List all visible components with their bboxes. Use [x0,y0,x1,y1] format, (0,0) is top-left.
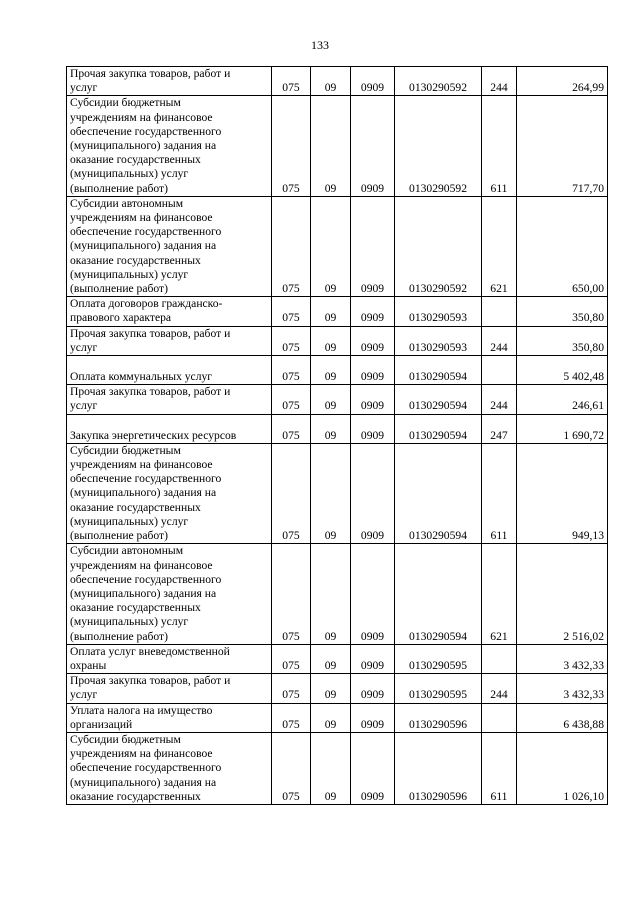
row-target-article-cell: 0130290594 [395,544,482,644]
row-name-cell: Субсидии бюджетным учреждениям на финансовое обеспечение государственного (муниципального) задания на оказание государственных (муниципальных) услуг (выполнение работ) [67,96,272,196]
row-section-cell: 09 [311,67,351,96]
row-sum-cell: 2 516,02 [517,544,608,644]
row-sum-cell: 6 438,88 [517,703,608,732]
row-grbs-cell: 075 [272,443,311,543]
table-row [67,703,608,732]
row-expense-type-cell: 247 [482,414,517,443]
row-sum-cell: 949,13 [517,443,608,543]
row-expense-type-cell: 611 [482,443,517,543]
row-name-cell: Оплата договоров гражданско- правового характера [67,297,272,326]
row-subsection-cell: 0909 [351,732,395,804]
row-grbs-cell: 075 [272,385,311,414]
row-section-cell: 09 [311,544,351,644]
row-expense-type-cell: 611 [482,732,517,804]
row-grbs-cell: 075 [272,732,311,804]
row-target-article-cell: 0130290595 [395,674,482,703]
row-expense-type-cell [482,356,517,385]
table-row [67,732,608,804]
row-name-cell: Закупка энергетических ресурсов [67,414,272,443]
row-section-cell: 09 [311,356,351,385]
table-row [67,297,608,326]
budget-table [66,66,608,805]
row-name-cell: Прочая закупка товаров, работ и услуг [67,67,272,96]
row-subsection-cell: 0909 [351,414,395,443]
row-subsection-cell: 0909 [351,385,395,414]
table-row [67,544,608,644]
row-name-cell: Оплата услуг вневедомственной охраны [67,644,272,673]
row-section-cell: 09 [311,674,351,703]
row-subsection-cell: 0909 [351,326,395,355]
row-grbs-cell: 075 [272,544,311,644]
row-section-cell: 09 [311,414,351,443]
row-expense-type-cell: 244 [482,674,517,703]
row-target-article-cell: 0130290592 [395,196,482,296]
row-subsection-cell: 0909 [351,96,395,196]
row-subsection-cell: 0909 [351,703,395,732]
row-target-article-cell: 0130290596 [395,703,482,732]
row-name-cell: Прочая закупка товаров, работ и услуг [67,326,272,355]
row-grbs-cell: 075 [272,414,311,443]
row-sum-cell: 5 402,48 [517,356,608,385]
row-section-cell: 09 [311,196,351,296]
row-section-cell: 09 [311,297,351,326]
row-subsection-cell: 0909 [351,196,395,296]
row-name-cell: Субсидии автономным учреждениям на финансовое обеспечение государственного (муниципального) задания на оказание государственных (муниципальных) услуг (выполнение работ) [67,544,272,644]
row-grbs-cell: 075 [272,356,311,385]
table-row [67,67,608,96]
row-name-cell: Прочая закупка товаров, работ и услуг [67,385,272,414]
row-target-article-cell: 0130290594 [395,443,482,543]
row-expense-type-cell [482,703,517,732]
row-subsection-cell: 0909 [351,674,395,703]
row-section-cell: 09 [311,732,351,804]
row-subsection-cell: 0909 [351,544,395,644]
table-row [67,644,608,673]
row-sum-cell: 1 026,10 [517,732,608,804]
row-grbs-cell: 075 [272,196,311,296]
row-name-cell: Уплата налога на имущество организаций [67,703,272,732]
row-grbs-cell: 075 [272,326,311,355]
table-row [67,196,608,296]
row-grbs-cell: 075 [272,703,311,732]
table-row [67,443,608,543]
row-name-cell: Прочая закупка товаров, работ и услуг [67,674,272,703]
row-target-article-cell: 0130290595 [395,644,482,673]
row-target-article-cell: 0130290592 [395,67,482,96]
row-sum-cell: 350,80 [517,297,608,326]
table-row [67,356,608,385]
row-sum-cell: 350,80 [517,326,608,355]
table-row [67,385,608,414]
row-sum-cell: 717,70 [517,96,608,196]
row-expense-type-cell: 621 [482,544,517,644]
row-expense-type-cell: 611 [482,96,517,196]
row-sum-cell: 3 432,33 [517,644,608,673]
row-sum-cell: 246,61 [517,385,608,414]
row-expense-type-cell: 244 [482,385,517,414]
row-expense-type-cell: 621 [482,196,517,296]
row-subsection-cell: 0909 [351,356,395,385]
row-section-cell: 09 [311,326,351,355]
row-target-article-cell: 0130290592 [395,96,482,196]
row-sum-cell: 3 432,33 [517,674,608,703]
row-grbs-cell: 075 [272,96,311,196]
row-subsection-cell: 0909 [351,443,395,543]
row-sum-cell: 264,99 [517,67,608,96]
table-row [67,96,608,196]
row-section-cell: 09 [311,443,351,543]
row-subsection-cell: 0909 [351,644,395,673]
row-subsection-cell: 0909 [351,67,395,96]
row-target-article-cell: 0130290594 [395,414,482,443]
row-name-cell: Субсидии бюджетным учреждениям на финансовое обеспечение государственного (муниципального) задания на оказание государственных [67,732,272,804]
row-section-cell: 09 [311,644,351,673]
row-section-cell: 09 [311,703,351,732]
row-section-cell: 09 [311,385,351,414]
row-grbs-cell: 075 [272,67,311,96]
row-grbs-cell: 075 [272,674,311,703]
row-name-cell: Субсидии автономным учреждениям на финансовое обеспечение государственного (муниципального) задания на оказание государственных (муниципальных) услуг (выполнение работ) [67,196,272,296]
page-number: 133 [311,38,329,52]
table-row [67,414,608,443]
row-name-cell: Оплата коммунальных услуг [67,356,272,385]
row-sum-cell: 650,00 [517,196,608,296]
row-target-article-cell: 0130290594 [395,385,482,414]
row-target-article-cell: 0130290593 [395,297,482,326]
table-row [67,326,608,355]
row-sum-cell: 1 690,72 [517,414,608,443]
row-subsection-cell: 0909 [351,297,395,326]
table-row [67,674,608,703]
row-grbs-cell: 075 [272,644,311,673]
row-expense-type-cell [482,297,517,326]
row-target-article-cell: 0130290596 [395,732,482,804]
row-expense-type-cell: 244 [482,67,517,96]
row-expense-type-cell [482,644,517,673]
row-grbs-cell: 075 [272,297,311,326]
budget-table-body [67,67,608,805]
row-section-cell: 09 [311,96,351,196]
row-target-article-cell: 0130290594 [395,356,482,385]
row-target-article-cell: 0130290593 [395,326,482,355]
row-name-cell: Субсидии бюджетным учреждениям на финансовое обеспечение государственного (муниципального) задания на оказание государственных (муниципальных) услуг (выполнение работ) [67,443,272,543]
row-expense-type-cell: 244 [482,326,517,355]
